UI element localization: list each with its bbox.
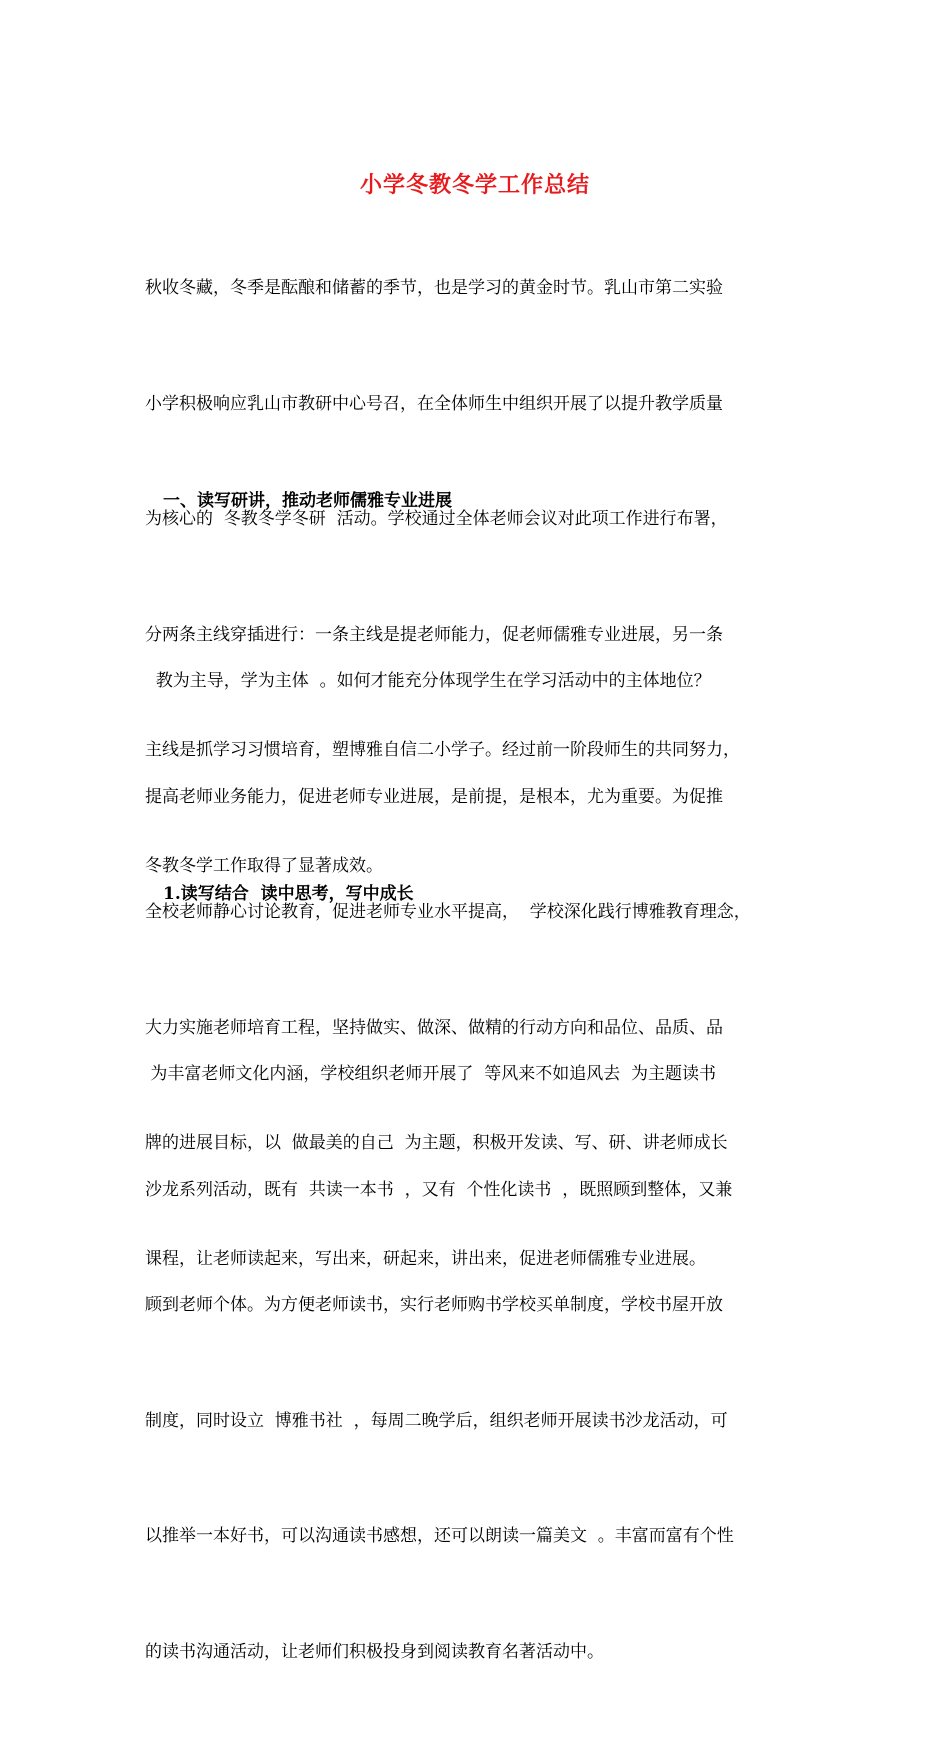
paragraph-line: 冬教冬学工作取得了显著成效。 xyxy=(145,855,383,876)
paragraph-line: 提高老师业务能力，促进老师专业进展，是前提，是根本，尤为重要。为促推 xyxy=(145,786,723,807)
paragraph-line: 主线是抓学习习惯培育，塑博雅自信二小学子。经过前一阶段师生的共同努力， xyxy=(145,740,740,760)
paragraph-line: 顾到老师个体。为方便老师读书，实行老师购书学校买单制度，学校书屋开放 xyxy=(145,1295,723,1315)
paragraph-line: 小学积极响应乳山市教研中心号召，在全体师生中组织开展了以提升教学质量 xyxy=(145,393,723,414)
paragraph-line: 大力实施老师培育工程，坚持做实、做深、做精的行动方向和品位、品质、品 xyxy=(145,1017,723,1038)
subsection-heading: 1.读写结合 读中思考，写中成长 xyxy=(163,884,414,904)
paragraph-line: 制度，同时设立 博雅书社 ，每周二晚学后，组织老师开展读书沙龙活动，可 xyxy=(145,1410,728,1431)
paragraph-line: 全校老师静心讨论教育，促进老师专业水平提高， 学校深化践行博雅教育理念， xyxy=(145,902,751,922)
paragraph-line: 秋收冬藏，冬季是酝酿和储蓄的季节，也是学习的黄金时节。乳山市第二实验 xyxy=(145,278,723,298)
paragraph-line: 牌的进展目标，以 做最美的自己 为主题，积极开发读、写、研、讲老师成长 xyxy=(145,1133,728,1153)
subsection-paragraph xyxy=(145,978,825,1748)
paragraph-line: 教为主导，学为主体 。如何才能充分体现学生在学习活动中的主体地位？ xyxy=(145,671,711,691)
document-title: 小学冬教冬学工作总结 xyxy=(359,171,590,198)
paragraph-line: 为核心的 冬教冬学冬研 活动。学校通过全体老师会议对此项工作进行布署， xyxy=(145,509,728,529)
paragraph-line: 的读书沟通活动，让老师们积极投身到阅读教育名著活动中。 xyxy=(145,1641,604,1662)
paragraph-line: 课程，让老师读起来，写出来，研起来，讲出来，促进老师儒雅专业进展。 xyxy=(145,1248,706,1269)
paragraph-line: 为丰富老师文化内涵，学校组织老师开展了 等风来不如追风去 为主题读书 xyxy=(145,1064,717,1084)
paragraph-line: 以推举一本好书，可以沟通读书感想，还可以朗读一篇美文 。丰富而富有个性 xyxy=(145,1526,734,1546)
paragraph-line: 沙龙系列活动，既有 共读一本书 ，又有 个性化读书 ，既照顾到整体，又兼 xyxy=(145,1179,733,1200)
section-heading: 一、读写研讲，推动老师儒雅专业进展 xyxy=(163,491,452,511)
paragraph-line: 分两条主线穿插进行：一条主线是提老师能力，促老师儒雅专业进展，另一条 xyxy=(145,624,723,645)
